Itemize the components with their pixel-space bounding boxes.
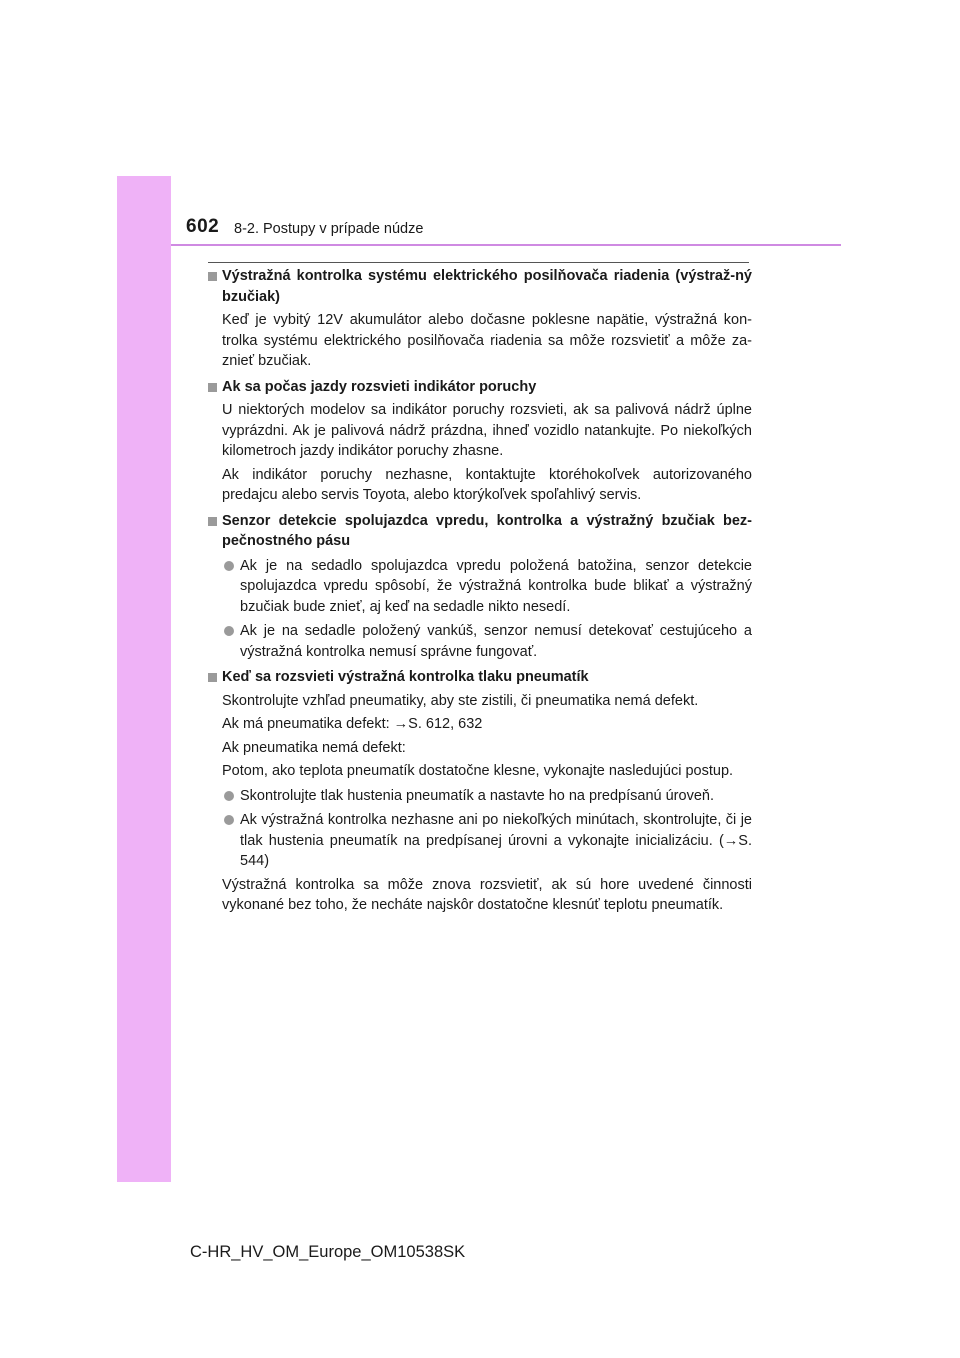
square-bullet-icon <box>208 517 217 526</box>
paragraph: Skontrolujte vzhľad pneumatiky, aby ste zistili, či pneumatika nemá defekt. <box>222 692 699 709</box>
square-bullet-icon <box>208 383 217 392</box>
round-bullet-icon <box>224 561 234 571</box>
bullet-text: Ak výstražná kontrolka nezhasne ani po niekoľkých minútach, skontrolujte, či je tlak hustenia pneumatík na predpísanej úrovni a vykonajte inicializáciu. (→S. 544) <box>240 812 752 869</box>
page-number: 602 <box>186 216 220 237</box>
paragraph: Ak pneumatika nemá defekt: <box>222 739 406 756</box>
page-content <box>208 266 752 916</box>
sidebar-tab <box>117 176 171 1182</box>
section-heading <box>208 667 752 688</box>
closing-paragraph: Výstražná kontrolka sa môže znova rozsvietiť, ak sú hore uvedené činnosti vykonané bez toho, že necháte najskôr dostatočne klesnúť teplotu pneumatík. <box>222 876 752 913</box>
bullet-text: Ak je na sedadle položený vankúš, senzor nemusí detekovať cestujúceho a výstražná kontrolka nemusí správne fungovať. <box>240 623 752 660</box>
section-heading <box>208 266 752 307</box>
paragraph: Potom, ako teplota pneumatík dostatočne klesne, vykonajte nasledujúci postup. <box>222 763 734 779</box>
section-heading <box>208 377 752 398</box>
bullet-item <box>208 810 752 872</box>
paragraph: Keď je vybitý 12V akumulátor alebo dočasne poklesne napätie, výstražná kon-trolka systému elektrického posilňovača riadenia sa môže rozsvietiť a môže za-znieť bzučiak. <box>222 312 752 369</box>
round-bullet-icon <box>224 626 234 636</box>
paragraph: Ak indikátor poruchy nezhasne, kontaktujte ktoréhokoľvek autorizovaného predajcu alebo servis Toyota, alebo ktorýkoľvek spoľahlivý servis. <box>222 466 752 503</box>
heading-text: Senzor detekcie spolujazdca vpredu, kontrolka a výstražný bzučiak bez-pečnostného pásu <box>222 512 752 549</box>
section-title: 8-2. Postupy v prípade núdze <box>234 221 424 237</box>
section-heading <box>208 511 752 552</box>
bullet-item <box>208 621 752 662</box>
heading-text: Výstražná kontrolka systému elektrického posilňovača riadenia (výstraž-ný bzučiak) <box>222 268 752 305</box>
square-bullet-icon <box>208 673 217 682</box>
bullet-item <box>208 556 752 618</box>
heading-text: Keď sa rozsvieti výstražná kontrolka tlaku pneumatík <box>222 669 589 685</box>
round-bullet-icon <box>224 791 234 801</box>
bullet-text: Skontrolujte tlak hustenia pneumatík a nastavte ho na predpísanú úroveň. <box>240 787 714 804</box>
paragraph: Ak má pneumatika defekt: →S. 612, 632 <box>222 716 483 732</box>
content-top-rule <box>208 262 749 263</box>
square-bullet-icon <box>208 272 217 281</box>
document-id-footer: C-HR_HV_OM_Europe_OM10538SK <box>190 1243 466 1261</box>
paragraph: U niektorých modelov sa indikátor poruchy rozsvieti, ak sa palivová nádrž úplne vyprázdni. Ak je palivová nádrž prázdna, ihneď vozidlo natankujte. Po niekoľkých kilometroch jazdy indikátor poruchy zhasne. <box>222 402 752 459</box>
bullet-text: Ak je na sedadlo spolujazdca vpredu položená batožina, senzor detekcie spolujazdca vpredu spôsobí, že výstražná kontrolka bude blikať a výstražný bzučiak bude znieť, aj keď na sedadle nikto nesedí. <box>240 557 752 615</box>
header-divider <box>171 244 841 246</box>
heading-text: Ak sa počas jazdy rozsvieti indikátor poruchy <box>222 378 537 395</box>
bullet-item <box>208 786 752 807</box>
round-bullet-icon <box>224 815 234 825</box>
